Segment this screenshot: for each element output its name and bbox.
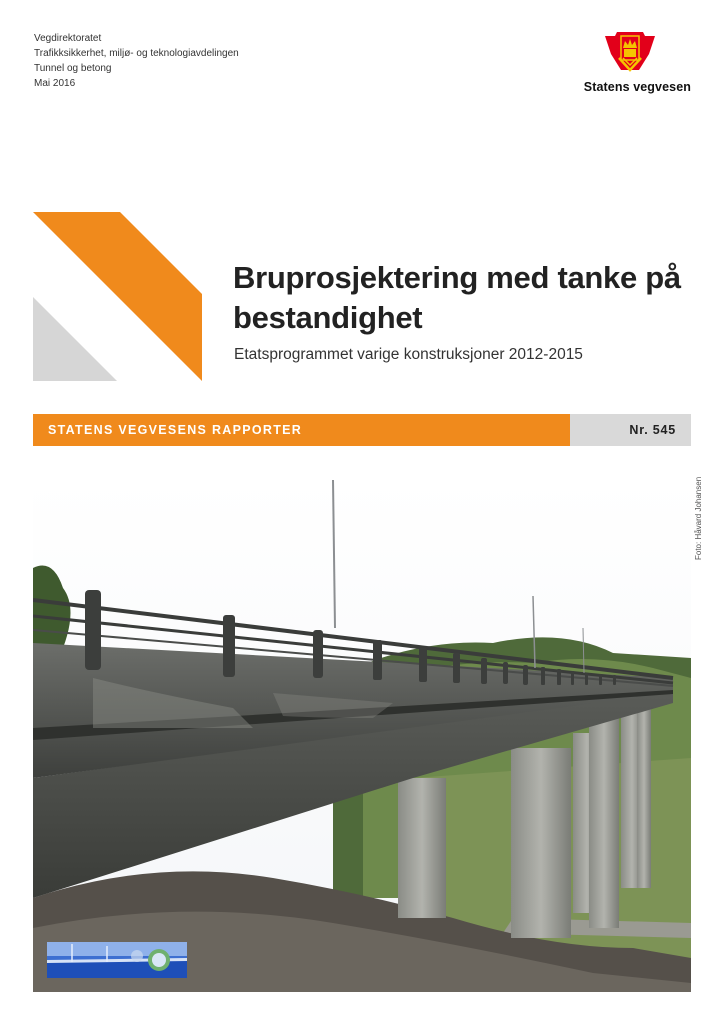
statens-vegvesen-logo bbox=[569, 30, 691, 98]
series-label: STATENS VEGVESENS RAPPORTER bbox=[33, 414, 570, 446]
crown-emblem-icon bbox=[605, 30, 655, 74]
report-title: Bruprosjektering med tanke på bestandighet bbox=[233, 260, 681, 335]
cover-photo-bridge bbox=[33, 478, 691, 992]
publisher-name: Vegdirektoratet bbox=[34, 33, 102, 44]
publication-date: Mai 2016 bbox=[34, 78, 76, 89]
department-name: Trafikksikkerhet, miljø- og teknologiavdelingen bbox=[34, 48, 239, 59]
publisher-info bbox=[34, 31, 239, 91]
report-subtitle: Etatsprogrammet varige konstruksjoner 2012-2015 bbox=[234, 346, 583, 363]
section-name: Tunnel og betong bbox=[34, 63, 112, 74]
program-logo-inset bbox=[47, 942, 187, 978]
photo-credit: Foto: Håvard Johansen bbox=[694, 476, 703, 560]
decorative-stripes bbox=[33, 212, 203, 382]
report-number: Nr. 545 bbox=[570, 414, 691, 446]
report-series-band bbox=[33, 414, 691, 446]
logo-wordmark: Statens vegvesen bbox=[583, 80, 691, 94]
